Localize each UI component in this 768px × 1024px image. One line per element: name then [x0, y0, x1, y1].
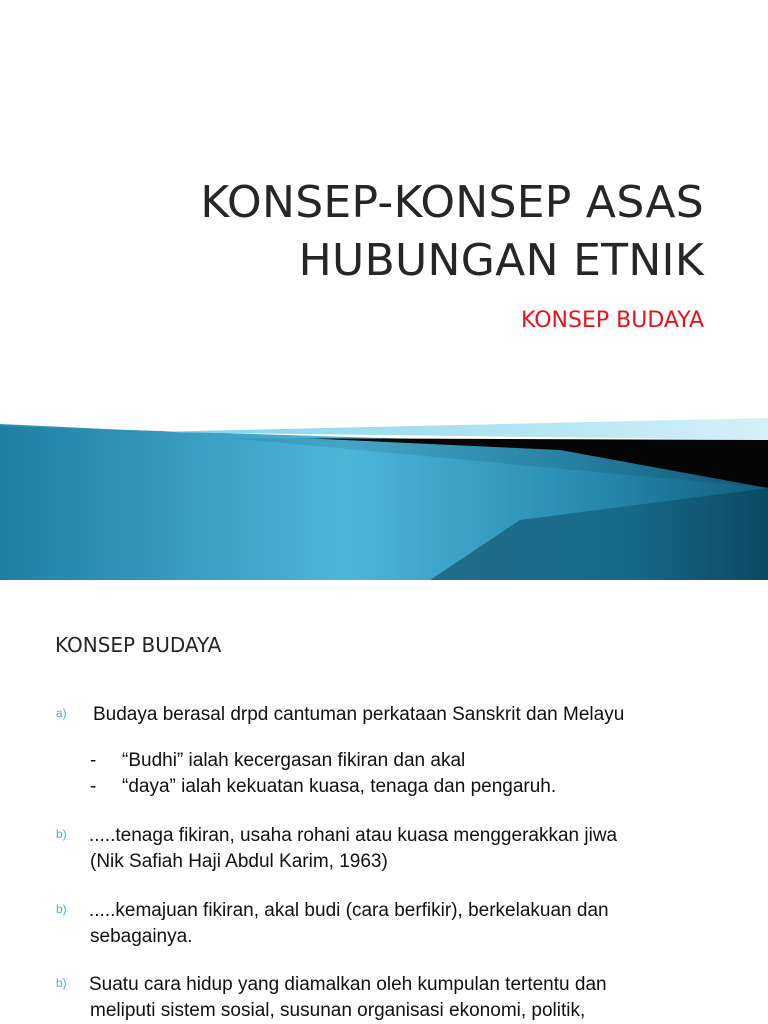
list-item-text: Suatu cara hidup yang diamalkan oleh kumpulan tertentu dan: [89, 974, 607, 995]
list-item-text-continued: sebagainya.: [90, 926, 193, 947]
content-heading: KONSEP BUDAYA: [55, 633, 222, 657]
slide-title-line-2: HUBUNGAN ETNIK: [298, 235, 704, 286]
list-marker: a): [56, 706, 67, 720]
sub-list-item-text: “daya” ialah kekuatan kuasa, tenaga dan pengaruh.: [122, 776, 557, 797]
slide-title: [4, 174, 704, 290]
sub-list-dash: -: [90, 750, 97, 771]
list-marker: b): [56, 976, 67, 990]
list-item-text: .....tenaga fikiran, usaha rohani atau kuasa menggerakkan jiwa: [89, 825, 618, 846]
decorative-banner: [0, 410, 768, 580]
slide-subtitle: KONSEP BUDAYA: [521, 308, 704, 333]
list-item-text: .....kemajuan fikiran, akal budi (cara berfikir), berkelakuan dan: [89, 900, 609, 921]
sub-list-item-text: “Budhi” ialah kecergasan fikiran dan akal: [122, 750, 466, 771]
sub-list-dash: -: [90, 776, 97, 797]
list-marker: b): [56, 902, 67, 916]
slide-title-line-1: KONSEP-KONSEP ASAS: [200, 177, 704, 228]
list-item-text: Budaya berasal drpd cantuman perkataan Sanskrit dan Melayu: [93, 704, 625, 725]
list-item-text-continued: meliputi sistem sosial, susunan organisasi ekonomi, politik,: [90, 1000, 586, 1021]
list-marker: b): [56, 827, 67, 841]
list-item-text-continued: (Nik Safiah Haji Abdul Karim, 1963): [90, 851, 388, 872]
